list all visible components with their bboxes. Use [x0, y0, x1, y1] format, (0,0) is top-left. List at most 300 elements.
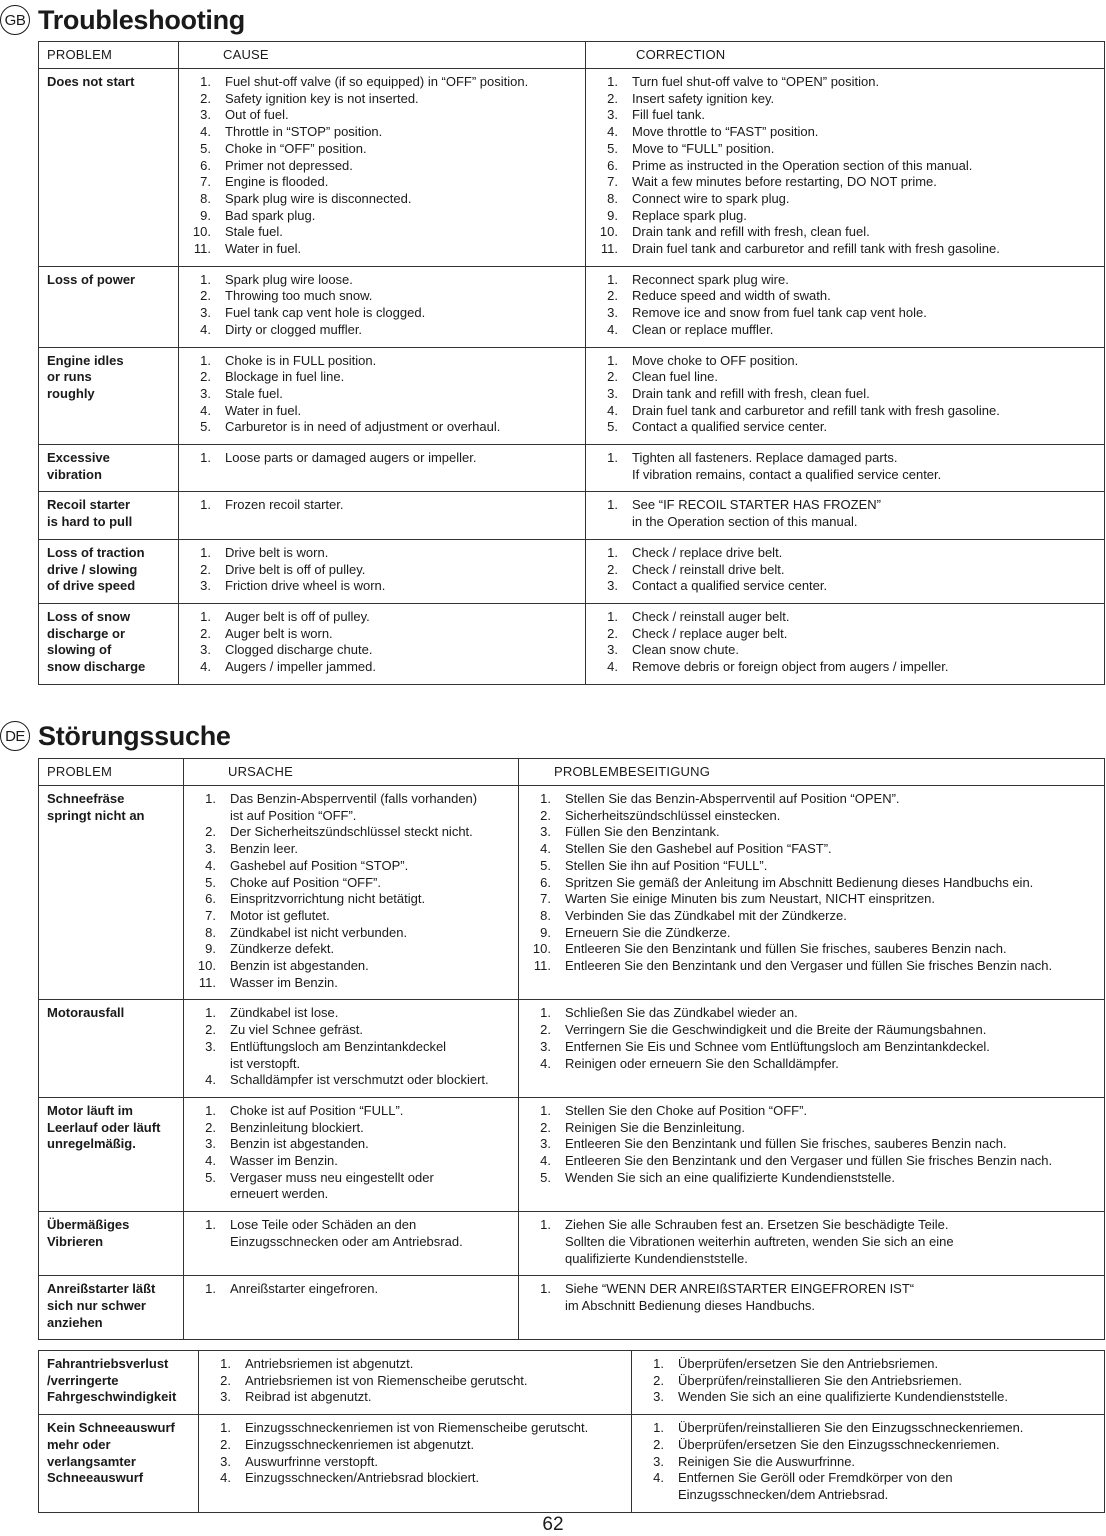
item-number: 3. [205, 1136, 216, 1152]
item-number: 3. [607, 305, 618, 321]
item-number: 5. [200, 419, 211, 435]
item-text: Auger belt is off of pulley. [225, 608, 370, 624]
item-text: Motor ist geflutet. [230, 907, 330, 923]
item-number: 3. [200, 642, 211, 658]
problem-text: Recoil starter [47, 497, 131, 513]
item-text: Entleeren Sie den Benzintank und füllen Sie frisches, sauberes Benzin nach. [565, 941, 1007, 957]
item-text: Drive belt is worn. [225, 544, 329, 560]
item-number: 1. [607, 74, 618, 89]
item-number: 1. [205, 1281, 216, 1297]
item-number: 6. [540, 874, 551, 890]
item-number: 4. [653, 1470, 664, 1486]
list-item [179, 609, 581, 626]
item-number: 2. [200, 625, 211, 641]
gb-problem-cell [39, 492, 179, 539]
item-text: Augers / impeller jammed. [225, 659, 376, 675]
list-item [519, 908, 1100, 925]
item-number: 4. [205, 857, 216, 873]
de-problem-cell [39, 1415, 199, 1513]
list-item [199, 1356, 627, 1373]
list-item [179, 241, 581, 258]
page-number: 62 [542, 1514, 564, 1535]
gb-correction-cell [586, 347, 1105, 445]
de-cause-cell [199, 1415, 632, 1513]
list-item [519, 1153, 1100, 1170]
item-text: Auger belt is worn. [225, 625, 333, 641]
gb-problem-cell [39, 266, 179, 347]
item-number: 9. [607, 207, 618, 223]
list-item [179, 642, 581, 659]
item-text: Friction drive wheel is worn. [225, 578, 386, 594]
gb-table-row [39, 347, 1105, 445]
list-item [519, 1103, 1100, 1120]
item-number: 5. [200, 140, 211, 156]
list-item [199, 1470, 627, 1487]
gb-table-row [39, 492, 1105, 539]
de-cause-cell [184, 1276, 519, 1340]
list-item [586, 545, 1100, 562]
item-number: 8. [540, 907, 551, 923]
list-item [586, 659, 1100, 676]
list-item [586, 174, 1100, 191]
item-text: Loose parts or damaged augers or impeller. [225, 450, 477, 466]
item-text: Blockage in fuel line. [225, 369, 345, 385]
item-text: Zündkerze defekt. [230, 941, 335, 957]
de-troubleshooting-table-continued [38, 1350, 1105, 1513]
item-text: Reinigen oder erneuern Sie den Schalldämpfer. [565, 1055, 839, 1071]
item-number: 3. [607, 642, 618, 658]
item-number: 5. [540, 857, 551, 873]
item-number: 3. [200, 578, 211, 594]
item-text: Prime as instructed in the Operation section of this manual. [632, 157, 973, 173]
item-text: Safety ignition key is not inserted. [225, 90, 419, 106]
item-number: 1. [220, 1356, 231, 1371]
list-item [179, 659, 581, 676]
item-number: 4. [607, 402, 618, 418]
list-item [586, 353, 1100, 370]
list-item [179, 578, 581, 595]
item-number: 2. [540, 1119, 551, 1135]
de-header-cause: URSACHE [184, 759, 519, 786]
problem-text: drive / slowing [47, 561, 138, 577]
de-table-row [39, 786, 1105, 1000]
item-text: Benzin leer. [230, 841, 298, 857]
list-item [184, 1005, 514, 1022]
item-number: 4. [205, 1072, 216, 1088]
list-item [179, 91, 581, 108]
item-number: 4. [205, 1153, 216, 1169]
item-text: See “IF RECOIL STARTER HAS FROZEN” in the Operation section of this manual. [632, 497, 881, 530]
gb-correction-cell [586, 492, 1105, 539]
problem-text: snow discharge [47, 659, 146, 675]
de-table-header [39, 759, 1105, 786]
list-item [199, 1437, 627, 1454]
list-item [184, 1217, 514, 1250]
list-item [184, 925, 514, 942]
item-number: 3. [220, 1453, 231, 1469]
item-number: 1. [607, 544, 618, 560]
item-number: 3. [200, 305, 211, 321]
de-problem-cell [39, 1097, 184, 1211]
item-text: Stellen Sie den Gashebel auf Position “FAST”. [565, 841, 832, 857]
item-text: Move choke to OFF position. [632, 352, 799, 368]
item-number: 1. [607, 271, 618, 287]
list-item [586, 609, 1100, 626]
item-text: Auswurfrinne verstopft. [245, 1453, 378, 1469]
list-item [179, 545, 581, 562]
problem-text: Fahrantriebsverlust [47, 1356, 169, 1371]
problem-text: Kein Schneeauswurf [47, 1420, 175, 1436]
item-text: Wenden Sie sich an eine qualifizierte Kundendienststelle. [678, 1389, 1009, 1405]
list-item [586, 562, 1100, 579]
item-number: 1. [205, 791, 216, 806]
gb-problem-cell [39, 445, 179, 492]
list-item [184, 1170, 514, 1203]
item-text: Reinigen Sie die Auswurfrinne. [678, 1453, 856, 1469]
item-text: Einspritzvorrichtung nicht betätigt. [230, 891, 426, 907]
item-text: Check / replace drive belt. [632, 544, 783, 560]
list-item [632, 1454, 1100, 1471]
list-item [184, 1103, 514, 1120]
item-number: 1. [607, 352, 618, 368]
item-number: 8. [205, 924, 216, 940]
item-text: Entleeren Sie den Benzintank und füllen Sie frisches, sauberes Benzin nach. [565, 1136, 1007, 1152]
problem-text: discharge or [47, 625, 126, 641]
item-number: 4. [200, 321, 211, 337]
item-text: Stale fuel. [225, 385, 283, 401]
item-number: 1. [607, 450, 618, 466]
item-number: 2. [205, 1022, 216, 1038]
list-item [184, 975, 514, 992]
list-item [179, 141, 581, 158]
de-problem-cell [39, 1000, 184, 1098]
gb-header-correction: CORRECTION [586, 42, 1105, 69]
item-text: Warten Sie einige Minuten bis zum Neustart, NICHT einspritzen. [565, 891, 935, 907]
item-number: 1. [200, 544, 211, 560]
list-item [199, 1389, 627, 1406]
de-correction-cell [519, 1276, 1105, 1340]
item-text: Antriebsriemen ist von Riemenscheibe gerutscht. [245, 1372, 528, 1388]
gb-problem-cell [39, 69, 179, 267]
item-text: Clogged discharge chute. [225, 642, 373, 658]
item-number: 4. [220, 1470, 231, 1486]
item-number: 2. [607, 369, 618, 385]
item-text: Contact a qualified service center. [632, 419, 828, 435]
item-number: 9. [200, 207, 211, 223]
list-item [632, 1420, 1100, 1437]
list-item [586, 642, 1100, 659]
item-text: Benzin ist abgestanden. [230, 1136, 369, 1152]
list-item [519, 824, 1100, 841]
de-header-correction: PROBLEMBESEITIGUNG [519, 759, 1105, 786]
item-text: Check / replace auger belt. [632, 625, 788, 641]
list-item [179, 208, 581, 225]
item-number: 11. [533, 958, 551, 974]
item-text: Überprüfen/reinstallieren Sie den Einzugsschneckenriemen. [678, 1420, 1024, 1436]
item-text: Fill fuel tank. [632, 107, 705, 123]
item-text: Wasser im Benzin. [230, 1153, 338, 1169]
item-number: 3. [607, 107, 618, 123]
item-number: 1. [200, 497, 211, 513]
item-number: 4. [540, 841, 551, 857]
de-cause-cell [184, 1212, 519, 1276]
problem-text: is hard to pull [47, 514, 133, 530]
problem-text: of drive speed [47, 578, 136, 594]
item-number: 3. [607, 578, 618, 594]
item-text: Schließen Sie das Zündkabel wieder an. [565, 1005, 798, 1021]
list-item [586, 322, 1100, 339]
item-text: Entfernen Sie Geröll oder Fremdkörper von den Einzugsschnecken/dem Antriebsrad. [678, 1470, 953, 1502]
list-item [179, 386, 581, 403]
item-number: 2. [200, 369, 211, 385]
item-number: 1. [607, 608, 618, 624]
item-number: 6. [200, 157, 211, 173]
item-number: 5. [607, 140, 618, 156]
item-text: Der Sicherheitszündschlüssel steckt nicht. [230, 824, 473, 840]
gb-correction-cell [586, 266, 1105, 347]
item-text: Antriebsriemen ist abgenutzt. [245, 1356, 414, 1371]
item-number: 1. [540, 791, 551, 806]
list-item [586, 497, 1100, 530]
item-number: 2. [200, 288, 211, 304]
list-item [586, 158, 1100, 175]
item-text: Überprüfen/ersetzen Sie den Antriebsriemen. [678, 1356, 939, 1371]
gb-language-badge: GB [0, 5, 30, 35]
item-text: Einzugsschneckenriemen ist von Riemenscheibe gerutscht. [245, 1420, 589, 1436]
item-text: Einzugsschnecken/Antriebsrad blockiert. [245, 1470, 480, 1486]
item-number: 3. [540, 1038, 551, 1054]
item-text: Reconnect spark plug wire. [632, 271, 789, 287]
de-table-row [39, 1212, 1105, 1276]
item-number: 2. [653, 1436, 664, 1452]
item-number: 5. [205, 874, 216, 890]
item-text: Connect wire to spark plug. [632, 190, 790, 206]
item-number: 3. [200, 107, 211, 123]
gb-table-row [39, 603, 1105, 684]
problem-text: roughly [47, 385, 95, 401]
gb-heading [0, 2, 245, 38]
item-text: Replace spark plug. [632, 207, 747, 223]
item-number: 9. [540, 924, 551, 940]
list-item [586, 191, 1100, 208]
gb-troubleshooting-table [38, 41, 1105, 685]
item-number: 4. [607, 659, 618, 675]
item-number: 11. [193, 241, 211, 257]
de-table-row [39, 1351, 1105, 1415]
problem-text: Fahrgeschwindigkeit [47, 1389, 177, 1405]
item-text: Dirty or clogged muffler. [225, 321, 363, 337]
list-item [519, 1136, 1100, 1153]
gb-cause-cell [179, 539, 586, 603]
item-number: 2. [540, 807, 551, 823]
de-correction-cell [519, 786, 1105, 1000]
gb-table-header [39, 42, 1105, 69]
problem-text: unregelmäßig. [47, 1136, 136, 1152]
item-number: 2. [653, 1372, 664, 1388]
item-number: 1. [200, 271, 211, 287]
item-text: Water in fuel. [225, 402, 302, 418]
item-number: 1. [200, 352, 211, 368]
gb-correction-cell [586, 539, 1105, 603]
item-number: 3. [653, 1453, 664, 1469]
item-text: Entlüftungsloch am Benzintankdeckel ist verstopft. [230, 1038, 447, 1071]
gb-cause-cell [179, 266, 586, 347]
item-text: Choke ist auf Position “FULL”. [230, 1102, 404, 1118]
problem-text: Anreißstarter läßt [47, 1281, 156, 1297]
de-heading [0, 718, 231, 754]
list-item [179, 562, 581, 579]
item-text: Verbinden Sie das Zündkabel mit der Zündkerze. [565, 907, 847, 923]
list-item [632, 1356, 1100, 1373]
item-number: 1. [220, 1420, 231, 1436]
item-number: 4. [540, 1055, 551, 1071]
list-item [184, 1120, 514, 1137]
list-item [179, 174, 581, 191]
list-item [179, 369, 581, 386]
item-number: 3. [220, 1389, 231, 1405]
problem-text: Excessive [47, 450, 110, 466]
de-correction-cell [519, 1097, 1105, 1211]
list-item [519, 1281, 1100, 1314]
item-text: Engine is flooded. [225, 174, 329, 190]
list-item [179, 403, 581, 420]
item-text: Choke in “OFF” position. [225, 140, 367, 156]
problem-text: verlangsamter [47, 1453, 136, 1469]
de-problem-cell [39, 1276, 184, 1340]
item-number: 2. [607, 625, 618, 641]
de-table-row [39, 1415, 1105, 1513]
list-item [519, 808, 1100, 825]
de-table-row [39, 1097, 1105, 1211]
list-item [519, 841, 1100, 858]
de-section-title: Störungssuche [38, 720, 231, 751]
item-text: Benzinleitung blockiert. [230, 1119, 364, 1135]
gb-header-problem: PROBLEM [39, 42, 179, 69]
item-text: Remove debris or foreign object from augers / impeller. [632, 659, 949, 675]
item-number: 2. [540, 1022, 551, 1038]
de-cause-cell [199, 1351, 632, 1415]
list-item [586, 224, 1100, 241]
item-number: 6. [205, 891, 216, 907]
item-number: 1. [205, 1005, 216, 1021]
list-item [586, 305, 1100, 322]
problem-text: Leerlauf oder läuft [47, 1119, 161, 1135]
item-number: 1. [653, 1356, 664, 1371]
item-text: Carburetor is in need of adjustment or overhaul. [225, 419, 501, 435]
problem-text: springt nicht an [47, 807, 145, 823]
list-item [179, 626, 581, 643]
item-text: Zündkabel ist nicht verbunden. [230, 924, 408, 940]
problem-text: Engine idles [47, 352, 124, 368]
list-item [179, 224, 581, 241]
list-item [519, 858, 1100, 875]
list-item [586, 403, 1100, 420]
list-item [519, 1005, 1100, 1022]
gb-cause-cell [179, 603, 586, 684]
item-text: Drain tank and refill with fresh, clean fuel. [632, 224, 870, 240]
gb-cause-cell [179, 347, 586, 445]
item-number: 1. [205, 1102, 216, 1118]
item-number: 2. [607, 288, 618, 304]
problem-text: sich nur schwer [47, 1297, 146, 1313]
list-item [586, 107, 1100, 124]
item-number: 4. [200, 124, 211, 140]
item-text: Reinigen Sie die Benzinleitung. [565, 1119, 745, 1135]
gb-correction-cell [586, 69, 1105, 267]
item-text: Clean snow chute. [632, 642, 739, 658]
item-text: Überprüfen/ersetzen Sie den Einzugsschneckenriemen. [678, 1436, 1000, 1452]
gb-table-row [39, 445, 1105, 492]
item-text: Choke is in FULL position. [225, 352, 377, 368]
item-number: 6. [607, 157, 618, 173]
item-number: 10. [532, 941, 551, 957]
item-text: Entfernen Sie Eis und Schnee vom Entlüftungsloch am Benzintankdeckel. [565, 1038, 990, 1054]
item-text: Siehe “WENN DER ANREIßSTARTER EINGEFROREN IST“ im Abschnitt Bedienung dieses Handbuchs. [565, 1281, 915, 1313]
item-number: 4. [200, 402, 211, 418]
list-item [179, 158, 581, 175]
list-item [179, 288, 581, 305]
list-item [184, 908, 514, 925]
item-number: 3. [200, 385, 211, 401]
item-number: 2. [205, 1119, 216, 1135]
problem-text: Does not start [47, 74, 135, 89]
item-text: Entleeren Sie den Benzintank und den Vergaser und füllen Sie frisches Benzin nach. [565, 958, 1053, 974]
item-text: Ziehen Sie alle Schrauben fest an. Ersetzen Sie beschädigte Teile. Sollten die Vibrationen weiterhin auftreten, wenden Sie sich an eine qualifizierte Kundendienststelle. [565, 1217, 954, 1266]
item-text: Clean fuel line. [632, 369, 718, 385]
item-text: Fuel tank cap vent hole is clogged. [225, 305, 426, 321]
list-item [519, 941, 1100, 958]
item-text: Tighten all fasteners. Replace damaged parts. If vibration remains, contact a qualified service center. [632, 450, 942, 482]
list-item [586, 626, 1100, 643]
item-number: 2. [607, 561, 618, 577]
item-number: 1. [653, 1420, 664, 1436]
item-text: Insert safety ignition key. [632, 90, 775, 106]
list-item [184, 1022, 514, 1039]
item-text: Frozen recoil starter. [225, 497, 344, 513]
list-item [632, 1373, 1100, 1390]
item-number: 10. [197, 958, 216, 974]
list-item [632, 1470, 1100, 1503]
list-item [586, 272, 1100, 289]
list-item [586, 386, 1100, 403]
problem-text: Schneeauswurf [47, 1470, 144, 1486]
item-text: Clean or replace muffler. [632, 321, 774, 337]
gb-correction-cell [586, 603, 1105, 684]
item-text: Reibrad ist abgenutzt. [245, 1389, 372, 1405]
item-number: 3. [205, 1038, 216, 1054]
list-item [519, 1120, 1100, 1137]
item-number: 3. [205, 841, 216, 857]
item-text: Drive belt is off of pulley. [225, 561, 366, 577]
item-number: 10. [192, 224, 211, 240]
item-text: Stellen Sie den Choke auf Position “OFF”. [565, 1102, 808, 1118]
item-text: Vergaser muss neu eingestellt oder erneuert werden. [230, 1169, 434, 1202]
gb-table-row [39, 539, 1105, 603]
item-number: 4. [200, 659, 211, 675]
item-text: Spark plug wire is disconnected. [225, 190, 412, 206]
list-item [586, 208, 1100, 225]
gb-problem-cell [39, 539, 179, 603]
item-number: 2. [220, 1436, 231, 1452]
de-troubleshooting-table [38, 758, 1105, 1340]
item-number: 3. [540, 1136, 551, 1152]
item-text: Drain fuel tank and carburetor and refill tank with fresh gasoline. [632, 402, 1000, 418]
item-number: 8. [607, 190, 618, 206]
item-number: 5. [205, 1169, 216, 1185]
list-item [586, 141, 1100, 158]
de-problem-cell [39, 1351, 199, 1415]
item-number: 1. [205, 1217, 216, 1233]
